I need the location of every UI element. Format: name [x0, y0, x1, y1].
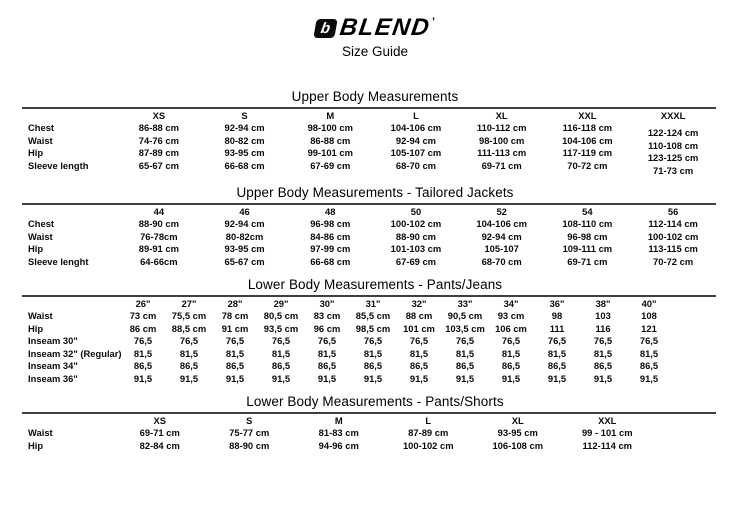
- size-column-header: XS: [153, 415, 166, 426]
- measurement-cell: 109-111 cm: [562, 243, 613, 254]
- measurement-cell: 91,5: [179, 372, 199, 384]
- brand-name: BLEND: [338, 14, 433, 41]
- measurement-cell: 93,5 cm: [263, 322, 299, 334]
- measurement-cell: 86,5: [455, 360, 475, 371]
- size-column-header: 50: [410, 206, 422, 217]
- measurement-cell: 68-70 cm: [395, 159, 437, 171]
- row-label: Inseam 30": [28, 335, 78, 346]
- measurement-cell: 64-66cm: [140, 255, 178, 267]
- measurement-cell: 81-83 cm: [318, 427, 359, 438]
- brand-header: [0, 0, 750, 59]
- size-column-header: 30": [319, 298, 335, 309]
- size-column-header: 40": [641, 298, 657, 309]
- measurement-cell: 65-67 cm: [138, 159, 179, 171]
- measurement-cell: 91,5: [501, 372, 521, 384]
- measurement-cell: 86,5: [547, 360, 567, 371]
- size-column-header: 28": [227, 298, 243, 309]
- measurement-cell: 75,5 cm: [171, 310, 207, 321]
- size-column-header: XXL: [578, 110, 597, 121]
- pants-jeans-table: [22, 297, 672, 385]
- measurement-cell: 81,5: [317, 347, 337, 359]
- size-column-header: M: [334, 415, 343, 426]
- measurement-cell: 98-100 cm: [478, 134, 525, 146]
- corner-cell: [22, 109, 116, 122]
- measurement-cell: 101 cm: [403, 322, 435, 334]
- measurement-cell: 93-95 cm: [497, 427, 538, 438]
- measurement-cell: 76,5: [363, 335, 383, 346]
- table-row: [22, 373, 672, 386]
- measurement-cell: 70-72 cm: [567, 159, 608, 171]
- size-column-header: 26": [135, 298, 151, 309]
- measurement-cell: 76,5: [593, 335, 613, 346]
- measurement-cell: 82-84 cm: [139, 439, 180, 451]
- measurement-cell: 86 cm: [129, 322, 157, 334]
- measurement-cell: 85,5 cm: [355, 310, 391, 321]
- size-column-header: 31": [365, 298, 381, 309]
- measurement-cell: 98,5 cm: [355, 322, 391, 334]
- corner-cell: [22, 297, 120, 310]
- row-label: Waist: [28, 134, 53, 146]
- header-row: [22, 109, 716, 122]
- measurement-cell: 87-89 cm: [138, 147, 179, 158]
- table-row: [22, 323, 672, 336]
- measurement-cell: 84-86 cm: [310, 230, 351, 242]
- trademark-mark-icon: ’: [432, 16, 436, 28]
- measurement-cell: 97-99 cm: [310, 243, 351, 254]
- measurement-cell: 100-102 cm: [402, 439, 454, 451]
- blend-logo-icon: b: [313, 19, 337, 38]
- measurement-cell: 86,5: [133, 360, 153, 371]
- size-column-header: XS: [152, 110, 166, 121]
- measurement-cell: 92-94 cm: [395, 134, 437, 146]
- measurement-cell: 78 cm: [221, 310, 249, 321]
- measurement-cell: 71-73 cm: [653, 164, 694, 176]
- section-pants-shorts: [22, 394, 716, 452]
- measurement-cell: 117-119 cm: [562, 147, 613, 158]
- size-column-header: 33": [457, 298, 473, 309]
- measurement-cell: 91,5: [409, 372, 429, 384]
- table-row: [22, 160, 716, 173]
- size-column-header: L: [425, 415, 432, 426]
- measurement-cell: 81,5: [455, 347, 475, 359]
- measurement-cell: 73 cm: [129, 310, 157, 321]
- measurement-cell: 74-76 cm: [138, 134, 179, 146]
- measurement-cell: 93 cm: [497, 310, 525, 321]
- measurement-cell: 88-90 cm: [138, 218, 179, 229]
- measurement-cell: 76,5: [317, 335, 337, 346]
- header-row: [22, 205, 716, 218]
- measurement-cell: 91,5: [455, 372, 475, 384]
- size-column-header: 52: [496, 206, 507, 217]
- row-label: Waist: [28, 230, 53, 242]
- size-column-header: 29": [273, 298, 289, 309]
- row-label: Sleeve lenght: [28, 255, 89, 267]
- brand-logo: [0, 15, 750, 41]
- measurement-cell: 100-102 cm: [647, 230, 699, 242]
- measurement-cell: 76,5: [409, 335, 429, 346]
- row-label: Hip: [28, 322, 44, 334]
- measurement-cell: 81,5: [271, 347, 291, 359]
- measurement-cell: 69-71 cm: [567, 255, 608, 267]
- measurement-cell: 116: [595, 322, 611, 334]
- measurement-cell: 67-69 cm: [395, 255, 437, 267]
- measurement-cell: 86,5: [179, 360, 199, 371]
- measurement-cell: 103,5 cm: [445, 322, 485, 334]
- measurement-cell: 91,5: [639, 372, 659, 384]
- measurement-cell: 104-106 cm: [476, 218, 527, 229]
- measurement-cell: 83 cm: [313, 310, 341, 321]
- measurement-cell: 80-82cm: [225, 230, 264, 242]
- measurement-cell: 106-108 cm: [492, 439, 544, 451]
- table-row: [22, 147, 716, 160]
- table-row: [22, 135, 716, 148]
- size-column-header: 34": [503, 298, 519, 309]
- measurement-cell: 112-114 cm: [648, 218, 698, 229]
- measurement-cell: 110-108 cm: [648, 139, 699, 151]
- measurement-cell: 116-118 cm: [562, 122, 613, 133]
- measurement-cell: 66-68 cm: [310, 255, 351, 267]
- measurement-cell: 96 cm: [313, 322, 341, 334]
- measurement-cell: 110-112 cm: [476, 122, 527, 133]
- row-label: Waist: [28, 310, 53, 321]
- size-column-header: XXXL: [660, 110, 686, 121]
- size-column-header: M: [326, 110, 335, 121]
- measurement-cell: 91,5: [317, 372, 337, 384]
- measurement-cell: 86,5: [363, 360, 383, 371]
- measurement-cell: 88-90 cm: [395, 230, 437, 242]
- measurement-cell: 86,5: [593, 360, 613, 371]
- measurement-cell: 86,5: [225, 360, 245, 371]
- measurement-cell: 80,5 cm: [263, 310, 299, 321]
- row-label: Waist: [28, 427, 53, 438]
- measurement-cell: 91,5: [363, 372, 383, 384]
- measurement-cell: 81,5: [547, 347, 567, 359]
- table-row: [22, 310, 672, 323]
- measurement-cell: 100-102 cm: [390, 218, 442, 229]
- measurement-cell: 86-88 cm: [138, 122, 179, 133]
- size-column-header: 56: [667, 206, 679, 217]
- measurement-cell: 89-91 cm: [138, 243, 179, 254]
- tailored-jackets-table: [22, 205, 716, 268]
- measurement-cell: 123-125 cm: [647, 152, 699, 163]
- measurement-cell: 76,5: [271, 335, 291, 346]
- measurement-cell: 88,5 cm: [171, 322, 207, 334]
- table-row: [22, 256, 716, 269]
- row-label: Sleeve length: [28, 159, 89, 171]
- size-column-header: 46: [239, 206, 250, 217]
- measurement-cell: 122-124 cm: [647, 127, 699, 138]
- table-row: [22, 440, 652, 453]
- measurement-cell: 75-77 cm: [229, 427, 270, 438]
- measurement-cell: 81,5: [501, 347, 521, 359]
- size-column-header: 32": [411, 298, 427, 309]
- section-pants-jeans: [22, 277, 716, 385]
- measurement-cell: 81,5: [225, 347, 245, 359]
- row-label: Chest: [28, 218, 55, 229]
- page-title: Size Guide: [341, 44, 409, 59]
- measurement-cell: 91,5: [133, 372, 153, 384]
- measurement-cell: 112-114 cm: [582, 439, 633, 451]
- measurement-cell: 81,5: [179, 347, 199, 359]
- pants-shorts-table: [22, 414, 652, 452]
- measurement-cell: 91 cm: [221, 322, 249, 334]
- corner-cell: [22, 414, 115, 427]
- measurement-cell: 66-68 cm: [224, 159, 265, 171]
- measurement-cell: 121: [641, 322, 657, 334]
- measurement-cell: 96-98 cm: [310, 218, 351, 229]
- section-tailored-jackets: [22, 185, 716, 268]
- measurement-cell: 65-67 cm: [224, 255, 265, 267]
- size-column-header: XXL: [598, 415, 617, 426]
- measurement-cell: 76,5: [455, 335, 475, 346]
- measurement-cell: 81,5: [363, 347, 383, 359]
- measurement-cell: 86,5: [317, 360, 337, 371]
- measurement-cell: 87-89 cm: [408, 427, 449, 438]
- table-row: [22, 427, 652, 440]
- table-row: [22, 218, 716, 231]
- row-label: Hip: [28, 243, 44, 254]
- measurement-cell: 101-103 cm: [390, 243, 442, 254]
- measurement-cell: 105-107 cm: [390, 147, 442, 158]
- row-label: Hip: [28, 439, 44, 451]
- measurement-cell: 68-70 cm: [481, 255, 522, 267]
- size-column-header: 48: [325, 206, 336, 217]
- measurement-cell: 96-98 cm: [567, 230, 608, 242]
- measurement-cell: 90,5 cm: [447, 310, 483, 321]
- measurement-cell: 86,5: [639, 360, 659, 371]
- row-label: Inseam 32" (Regular): [28, 347, 122, 359]
- measurement-cell: 98: [551, 310, 563, 321]
- measurement-cell: 81,5: [593, 347, 613, 359]
- size-column-header: 27": [181, 298, 197, 309]
- table-row: [22, 335, 672, 348]
- measurement-cell: 93-95 cm: [224, 147, 265, 158]
- measurement-cell: 111: [549, 322, 565, 334]
- measurement-cell: 69-71 cm: [139, 427, 180, 438]
- row-label: Chest: [28, 122, 55, 133]
- measurement-cell: 113-115 cm: [648, 243, 698, 254]
- measurement-cell: 93-95 cm: [224, 243, 265, 254]
- header-row: [22, 297, 672, 310]
- row-label: Hip: [28, 147, 44, 158]
- size-column-header: 38": [595, 298, 611, 309]
- measurement-cell: 98-100 cm: [307, 122, 353, 133]
- row-label: Inseam 36": [28, 372, 78, 384]
- measurement-cell: 94-96 cm: [318, 439, 359, 451]
- measurement-cell: 76,5: [547, 335, 567, 346]
- measurement-cell: 108: [641, 310, 657, 321]
- table-title: Upper Body Measurements - Tailored Jackets: [236, 185, 514, 200]
- size-column-header: S: [246, 415, 253, 426]
- measurement-cell: 81,5: [409, 347, 429, 359]
- header-row: [22, 414, 652, 427]
- measurement-cell: 99-101 cm: [307, 147, 353, 158]
- measurement-cell: 80-82 cm: [224, 134, 265, 146]
- measurement-cell: 86-88 cm: [310, 134, 351, 146]
- table-row: [22, 360, 672, 373]
- row-label: Inseam 34": [28, 360, 78, 371]
- measurement-cell: 88 cm: [405, 310, 433, 321]
- table-row: [22, 231, 716, 244]
- size-column-header: 36": [549, 298, 565, 309]
- measurement-cell: 92-94 cm: [224, 122, 265, 133]
- measurement-cell: 76,5: [133, 335, 153, 346]
- table-title: Lower Body Measurements - Pants/Shorts: [246, 394, 504, 409]
- measurement-cell: 92-94 cm: [224, 218, 265, 229]
- measurement-cell: 81,5: [639, 347, 659, 359]
- measurement-cell: 104-106 cm: [390, 122, 442, 133]
- size-column-header: 44: [153, 206, 165, 217]
- measurement-cell: 108-110 cm: [562, 218, 613, 229]
- section-upper-body: [22, 89, 716, 176]
- measurement-cell: 86,5: [501, 360, 521, 371]
- table-row: [22, 122, 716, 135]
- measurement-cell: 88-90 cm: [229, 439, 270, 451]
- measurement-cell: 99 - 101 cm: [581, 427, 633, 438]
- measurement-cell: 81,5: [133, 347, 153, 359]
- measurement-cell: 76,5: [501, 335, 521, 346]
- measurement-cell: 86,5: [271, 360, 291, 371]
- measurement-cell: 92-94 cm: [481, 230, 522, 242]
- table-row: [22, 348, 672, 361]
- measurement-cell: 91,5: [547, 372, 567, 384]
- measurement-cell: 106 cm: [495, 322, 527, 334]
- size-column-header: XL: [495, 110, 508, 121]
- measurement-cell: 76,5: [225, 335, 245, 346]
- measurement-cell: 104-106 cm: [562, 134, 613, 146]
- measurement-cell: 69-71 cm: [481, 159, 522, 171]
- corner-cell: [22, 205, 116, 218]
- measurement-cell: 86,5: [409, 360, 429, 371]
- size-column-header: L: [413, 110, 419, 121]
- table-title: Upper Body Measurements: [291, 89, 459, 104]
- upper-body-table: [22, 109, 716, 176]
- table-row: [22, 243, 716, 256]
- size-column-header: S: [241, 110, 248, 121]
- size-column-header: 54: [582, 206, 593, 217]
- table-title: Lower Body Measurements - Pants/Jeans: [247, 277, 503, 292]
- measurement-cell: 67-69 cm: [310, 159, 351, 171]
- measurement-cell: 111-113 cm: [477, 147, 527, 158]
- measurement-cell: 76-78cm: [140, 230, 178, 242]
- measurement-cell: 103: [595, 310, 611, 321]
- measurement-cell: 91,5: [271, 372, 291, 384]
- measurement-cell: 91,5: [225, 372, 245, 384]
- measurement-cell: 76,5: [639, 335, 659, 346]
- measurement-cell: 76,5: [179, 335, 199, 346]
- measurement-cell: 105-107: [484, 243, 519, 254]
- measurement-cell: 91,5: [593, 372, 613, 384]
- size-column-header: XL: [511, 415, 524, 426]
- measurement-cell: 70-72 cm: [653, 255, 694, 267]
